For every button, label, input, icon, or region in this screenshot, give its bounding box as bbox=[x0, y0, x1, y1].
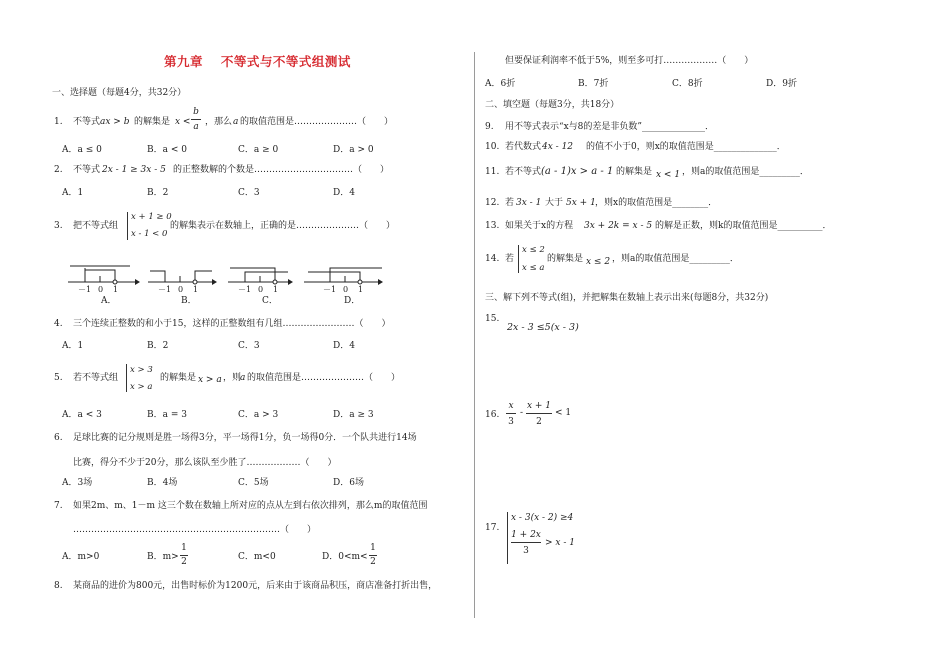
page-title: 第九章 不等式与不等式组测试 bbox=[164, 54, 351, 69]
tick-label-b3: 1 bbox=[193, 285, 199, 294]
q14-number: 14. bbox=[485, 254, 500, 264]
q2-option-d: D．4 bbox=[333, 188, 355, 198]
q3-line2: x - 1 < 0 bbox=[131, 229, 168, 239]
q16-number: 16. bbox=[485, 410, 500, 420]
q3-text-a: 把不等式组 bbox=[73, 221, 119, 231]
q13-expr: 3x + 2k = x - 5 bbox=[584, 221, 653, 231]
q5-system-brace bbox=[126, 364, 127, 392]
q1-text-d: 的取值范围是…………………（ ） bbox=[240, 117, 394, 127]
q1-option-a: A．a ≤ 0 bbox=[62, 145, 102, 155]
q10-text-b: 的值不小于0，则x的取值范围是______________． bbox=[586, 142, 786, 152]
q1-frac-bar bbox=[191, 119, 201, 120]
q2-option-b: B．2 bbox=[147, 188, 169, 198]
tick-label-b2: 0 bbox=[178, 285, 184, 294]
q1-text-c: ，那么 bbox=[205, 117, 233, 127]
q1-text-b: 的解集是 bbox=[134, 117, 171, 127]
q3-number: 3. bbox=[54, 221, 63, 231]
q8-option-a: A．6折 bbox=[485, 79, 516, 89]
q3-option-c: C． bbox=[262, 296, 278, 306]
q15-number: 15. bbox=[485, 314, 500, 324]
q5-text-d: 的取值范围是…………………（ ） bbox=[247, 373, 401, 383]
q6-number: 6. bbox=[54, 433, 63, 443]
q7-option-c: C．m<0 bbox=[238, 552, 276, 562]
tick-label-a3: 1 bbox=[113, 285, 119, 294]
q7-number: 7. bbox=[54, 501, 63, 511]
tick-label-c3: 1 bbox=[273, 285, 279, 294]
q6-option-d: D．6场 bbox=[333, 478, 364, 488]
tick-label-d2: 0 bbox=[343, 285, 349, 294]
q16-tail: < 1 bbox=[555, 408, 572, 418]
tick-label-d1: －1 bbox=[323, 285, 337, 294]
q7-option-a: A．m>0 bbox=[62, 552, 100, 562]
q1-option-c: C．a ≥ 0 bbox=[238, 145, 279, 155]
q1-option-d: D．a > 0 bbox=[333, 145, 374, 155]
q17-system-brace bbox=[507, 512, 508, 564]
q7-option-d: D．0<m< bbox=[322, 552, 368, 562]
q4-option-b: B．2 bbox=[147, 341, 169, 351]
tick-label-c1: －1 bbox=[238, 285, 252, 294]
tick-label-d3: 1 bbox=[358, 285, 364, 294]
q2-text-b: 的正整数解的个数是……………………………（ ） bbox=[173, 165, 390, 175]
q8-number: 8. bbox=[54, 581, 63, 591]
q14-system-brace bbox=[518, 245, 519, 273]
q3-option-d: D． bbox=[344, 296, 361, 306]
q2-option-a: A．1 bbox=[62, 188, 84, 198]
q17-frac-bar bbox=[511, 542, 541, 543]
q6-line2: 比赛，得分不少于20分，那么该队至少胜了………………（ ） bbox=[73, 458, 337, 468]
q14-text-c: ，则a的取值范围是_________． bbox=[612, 254, 739, 264]
q2-text-a: 不等式 bbox=[73, 165, 101, 175]
q13-text-b: 的解是正数，则k的取值范围是__________． bbox=[655, 221, 832, 231]
q16-f2-bar bbox=[526, 413, 552, 414]
section-2-heading: 二、填空题（每题3分，共18分） bbox=[485, 100, 620, 110]
q8-option-d: D．9折 bbox=[766, 79, 797, 89]
q11-text-b: 的解集是 bbox=[616, 167, 653, 177]
q3-line1: x + 1 ≥ 0 bbox=[131, 212, 172, 222]
q10-number: 10. bbox=[485, 142, 500, 152]
q1-number: 1. bbox=[54, 117, 63, 127]
q4-option-d: D．4 bbox=[333, 341, 355, 351]
q1-option-b: B．a < 0 bbox=[147, 145, 187, 155]
tick-label-b1: －1 bbox=[158, 285, 172, 294]
q6-option-a: A．3场 bbox=[62, 478, 93, 488]
q6-option-b: B．4场 bbox=[147, 478, 178, 488]
q14-text-b: 的解集是 bbox=[547, 254, 584, 264]
q5-option-b: B．a = 3 bbox=[147, 410, 187, 420]
q5-text-b: 的解集是 bbox=[160, 373, 197, 383]
q5-option-c: C．a > 3 bbox=[238, 410, 279, 420]
q16-f2-den: 2 bbox=[536, 417, 542, 427]
q16-f1-num: x bbox=[508, 401, 514, 411]
q8-option-b: B．7折 bbox=[578, 79, 609, 89]
column-divider bbox=[474, 52, 475, 618]
q12-expr1: 3x - 1 bbox=[516, 198, 542, 208]
q17-number: 17. bbox=[485, 523, 500, 533]
q16-minus: - bbox=[520, 408, 524, 418]
q5-text-a: 若不等式组 bbox=[73, 373, 119, 383]
section-1-heading: 一、选择题（每题4分，共32分） bbox=[52, 88, 187, 98]
q1-expr2: x < bbox=[175, 117, 191, 127]
q11-text-c: ，则a的取值范围是_________． bbox=[682, 167, 809, 177]
q16-f1-bar bbox=[506, 413, 516, 414]
q16-f1-den: 3 bbox=[508, 417, 514, 427]
q3-text-b: 的解集表示在数轴上，正确的是…………………（ ） bbox=[170, 221, 396, 231]
q13-text-a: 如果关于x的方程 bbox=[505, 221, 574, 231]
q2-expr: 2x - 1 ≥ 3x - 5 bbox=[102, 165, 166, 175]
q8-continued: 但要保证利润率不低于5%，则至多可打………………（ ） bbox=[505, 56, 754, 66]
q17-tail: > x - 1 bbox=[545, 538, 575, 548]
q5-line2: x > a bbox=[130, 382, 153, 392]
q14-line1: x ≤ 2 bbox=[522, 245, 545, 255]
q4-option-c: C．3 bbox=[238, 341, 260, 351]
q4-text: 三个连续正整数的和小于15，这样的正整数组有几组……………………（ ） bbox=[73, 319, 391, 329]
q7-line2: ……………………………………………………………（ ） bbox=[73, 525, 317, 535]
q17-line1: x - 3(x - 2) ≥4 bbox=[511, 513, 574, 523]
q1-frac-num: b bbox=[193, 107, 199, 117]
q11-expr: (a - 1)x > a - 1 bbox=[541, 166, 614, 177]
q7-line1: 如果2m、m、1－m 这三个数在数轴上所对应的点从左到右依次排列，那么m的取值范围 bbox=[73, 501, 428, 511]
q4-number: 4. bbox=[54, 319, 63, 329]
q11-text-a: 若不等式 bbox=[505, 167, 542, 177]
q10-text-a: 若代数式 bbox=[505, 142, 542, 152]
q3-number-lines bbox=[60, 262, 390, 314]
q5-text-c: ，则 bbox=[223, 373, 242, 383]
q1-frac-den: a bbox=[193, 122, 199, 132]
q3-system-brace bbox=[127, 212, 128, 240]
q1-var: a bbox=[233, 117, 239, 127]
q7-b-frac-num: 1 bbox=[181, 543, 187, 553]
q7-b-frac-bar bbox=[180, 555, 188, 556]
q12-number: 12. bbox=[485, 198, 500, 208]
q14-line2: x ≤ a bbox=[522, 263, 545, 273]
q9-number: 9. bbox=[485, 122, 494, 132]
q5-option-a: A．a < 3 bbox=[62, 410, 102, 420]
q3-option-a: A． bbox=[101, 296, 117, 306]
q13-number: 13. bbox=[485, 221, 500, 231]
tick-label-a1: －1 bbox=[78, 285, 92, 294]
section-3-heading: 三、解下列不等式(组)，并把解集在数轴上表示出来(每题8分，共32分) bbox=[485, 293, 769, 303]
q9-text: 用不等式表示“x与8的差是非负数”______________． bbox=[505, 122, 715, 132]
q2-number: 2. bbox=[54, 165, 63, 175]
q12-expr2: 5x + 1 bbox=[566, 198, 596, 208]
tick-label-c2: 0 bbox=[258, 285, 264, 294]
q7-d-frac-den: 2 bbox=[370, 557, 376, 567]
q8-option-c: C．8折 bbox=[672, 79, 703, 89]
q7-option-b: B．m> bbox=[147, 552, 179, 562]
q6-line1: 足球比赛的记分规则是胜一场得3分，平一场得1分，负一场得0分．一个队共进行14场 bbox=[73, 433, 417, 443]
q12-text-a: 若 bbox=[505, 198, 515, 208]
q7-d-frac-num: 1 bbox=[370, 543, 376, 553]
q7-b-frac-den: 2 bbox=[181, 557, 187, 567]
q17-frac-num: 1 + 2x bbox=[511, 530, 541, 540]
q1-text-a: 不等式 bbox=[73, 117, 101, 127]
q5-line1: x > 3 bbox=[130, 365, 153, 375]
q17-frac-den: 3 bbox=[523, 546, 529, 556]
q14-expr: x ≤ 2 bbox=[586, 257, 611, 267]
q4-option-a: A．1 bbox=[62, 341, 84, 351]
q12-text-b: 大于 bbox=[545, 198, 564, 208]
tick-label-a2: 0 bbox=[98, 285, 104, 294]
q2-option-c: C．3 bbox=[238, 188, 260, 198]
q14-text-a: 若 bbox=[505, 254, 515, 264]
q10-expr: 4x - 12 bbox=[542, 142, 574, 152]
q6-option-c: C．5场 bbox=[238, 478, 269, 488]
q12-text-c: ，则x的取值范围是________． bbox=[595, 198, 718, 208]
q8-text: 某商品的进价为800元，出售时标价为1200元，后来由于该商品积压，商店准备打折出售， bbox=[73, 581, 438, 591]
q1-expr1: ax > b bbox=[100, 117, 130, 127]
q7-d-frac-bar bbox=[369, 555, 377, 556]
q5-option-d: D．a ≥ 3 bbox=[333, 410, 374, 420]
q11-number: 11. bbox=[485, 167, 500, 177]
q3-option-b: B． bbox=[181, 296, 197, 306]
q5-number: 5. bbox=[54, 373, 63, 383]
q11-expr2: x < 1 bbox=[656, 170, 681, 180]
q15-expr: 2x - 3 ≤5(x - 3) bbox=[507, 322, 579, 333]
q5-var: a bbox=[240, 373, 246, 383]
q5-expr: x > a bbox=[198, 375, 222, 385]
q16-f2-num: x + 1 bbox=[526, 401, 552, 411]
